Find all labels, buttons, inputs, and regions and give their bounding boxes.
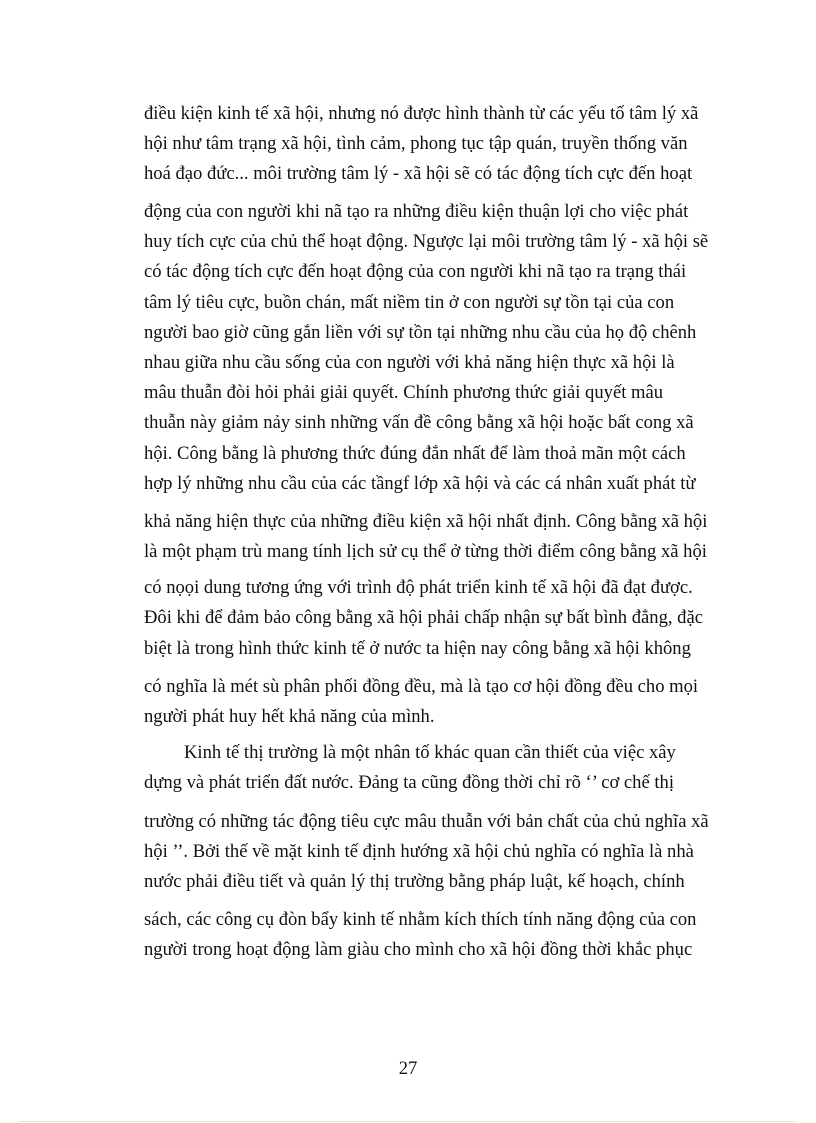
text-line: trường có những tác động tiêu cực mâu thuẫn với bản chất của chủ nghĩa xã xyxy=(144,811,709,832)
page-number: 27 xyxy=(398,1058,418,1079)
text-line: hợp lý những nhu cầu của các tầngf lớp xã hội và các cá nhân xuất phát từ xyxy=(144,473,696,494)
text-line: biệt là trong hình thức kinh tế ở nước ta hiện nay công bằng xã hội không xyxy=(144,638,691,659)
text-line: có nọọi dung tương ứng với trình độ phát triển kinh tế xã hội đã đạt được. xyxy=(144,577,693,598)
text-line: hội ’’. Bởi thế về mặt kinh tế định hướng xã hội chủ nghĩa có nghĩa là nhà xyxy=(144,841,694,862)
text-line: hoá đạo đức... môi trường tâm lý - xã hội sẽ có tác động tích cực đến hoạt xyxy=(144,163,693,184)
text-line: nhau giữa nhu cầu sống của con người với khả năng hiện thực xã hội là xyxy=(144,352,675,373)
text-line: người trong hoạt động làm giàu cho mình cho xã hội đồng thời khắc phục xyxy=(144,939,693,960)
text-line: hội như tâm trạng xã hội, tình cảm, phong tục tập quán, truyền thống văn xyxy=(144,133,688,154)
page-edge-divider xyxy=(20,1121,796,1122)
text-line: điều kiện kinh tế xã hội, nhưng nó được hình thành từ các yếu tố tâm lý xã xyxy=(144,103,699,124)
text-line: hội. Công bằng là phương thức đúng đắn nhất để làm thoả mãn một cách xyxy=(144,443,686,464)
text-line: là một phạm trù mang tính lịch sử cụ thể ở từng thời điểm công bằng xã hội xyxy=(144,541,707,562)
text-line: có nghĩa là mét sù phân phối đồng đều, mà là tạo cơ hội đồng đều cho mọi xyxy=(144,676,699,697)
text-line: người bao giờ cũng gắn liền với sự tồn tại những nhu cầu của họ độ chênh xyxy=(144,322,697,343)
text-line: mâu thuẫn đòi hỏi phải giải quyết. Chính phương thức giải quyết mâu xyxy=(144,382,664,403)
text-line: Đôi khi để đảm bảo công bằng xã hội phải chấp nhận sự bất bình đẳng, đặc xyxy=(144,607,703,628)
text-line: tâm lý tiêu cực, buồn chán, mất niềm tin ở con người sự tồn tại của con xyxy=(144,292,675,313)
text-line-indented: Kinh tế thị trường là một nhân tố khác quan cần thiết của việc xây xyxy=(184,742,676,763)
text-line: thuẫn này giảm nảy sinh những vấn đề công bằng xã hội hoặc bất cong xã xyxy=(144,412,694,433)
text-line: động của con người khi nã tạo ra những điều kiện thuận lợi cho việc phát xyxy=(144,201,689,222)
text-line: dựng và phát triển đất nước. Đảng ta cũng đồng thời chỉ rõ ‘’ cơ chế thị xyxy=(144,772,675,793)
text-line: khả năng hiện thực của những điều kiện xã hội nhất định. Công bằng xã hội xyxy=(144,511,708,532)
text-line: nước phải điều tiết và quản lý thị trường bằng pháp luật, kế hoạch, chính xyxy=(144,871,685,892)
text-line: huy tích cực của chủ thể hoạt động. Ngược lại môi trường tâm lý - xã hội sẽ xyxy=(144,231,709,252)
text-line: có tác động tích cực đến hoạt động của con người khi nã tạo ra trạng thái xyxy=(144,261,687,282)
text-line: người phát huy hết khả năng của mình. xyxy=(144,706,435,727)
text-line: sách, các công cụ đòn bẩy kinh tế nhằm kích thích tính năng động của con xyxy=(144,909,697,930)
